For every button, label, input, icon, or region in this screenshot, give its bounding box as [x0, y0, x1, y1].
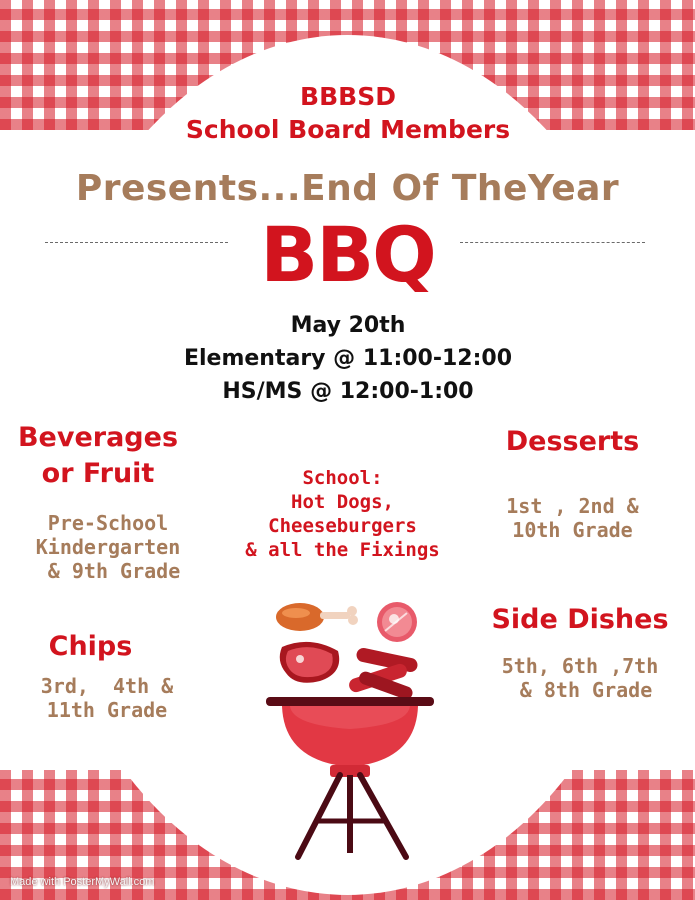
school-menu-line1: School: [302, 467, 383, 489]
chips-heading: Chips [48, 631, 133, 662]
desserts-grade-line2: 10th Grade [512, 518, 633, 542]
hs-ms-time: HS/MS @ 12:00-1:00 [222, 379, 474, 404]
chips-grade-line1: 3rd, 4th & [40, 674, 174, 698]
divider-left [45, 242, 228, 243]
chips-grades [22, 674, 192, 722]
event-details [148, 309, 548, 408]
divider-right [460, 242, 645, 243]
sausages-icon [347, 647, 418, 701]
ham-slice-icon [377, 602, 417, 642]
desserts-heading: Desserts [505, 426, 640, 457]
credit-watermark: Made with PosterMyWall.com [10, 876, 155, 888]
beverages-grade-line1: Pre-School [47, 511, 169, 535]
event-date: May 20th [290, 313, 406, 338]
grill-illustration [260, 595, 440, 865]
elementary-time: Elementary @ 11:00-12:00 [183, 346, 513, 371]
side-dishes-heading: Side Dishes [491, 604, 669, 635]
beverages-grade-line3: & 9th Grade [35, 559, 181, 583]
grill-icon [266, 697, 434, 857]
organizer-line2: School Board Members [185, 115, 511, 144]
school-menu [230, 466, 455, 562]
organizer [148, 80, 548, 146]
organizer-line1: BBBSD [300, 82, 396, 111]
steak-icon [280, 642, 339, 683]
beverages-heading-line2: or Fruit [41, 458, 155, 489]
side-dishes-grade-line2: & 8th Grade [507, 678, 653, 702]
side-dishes-grades [480, 654, 680, 702]
beverages-grades [8, 511, 208, 583]
school-menu-line4: & all the Fixings [245, 539, 440, 561]
beverages-grade-line2: Kindergarten [35, 535, 181, 559]
desserts-grades [480, 494, 665, 542]
chicken-leg-icon [276, 603, 358, 631]
desserts-grade-line1: 1st , 2nd & [506, 494, 639, 518]
school-menu-line3: Cheeseburgers [268, 515, 417, 537]
side-dishes-grade-line1: 5th, 6th ,7th [501, 654, 659, 678]
beverages-heading [8, 420, 188, 492]
event-title: BBQ [260, 210, 435, 299]
presents-heading: Presents...End Of TheYear [75, 168, 620, 209]
school-menu-line2: Hot Dogs, [291, 491, 394, 513]
beverages-heading-line1: Beverages [17, 422, 179, 453]
chips-grade-line2: 11th Grade [46, 698, 168, 722]
